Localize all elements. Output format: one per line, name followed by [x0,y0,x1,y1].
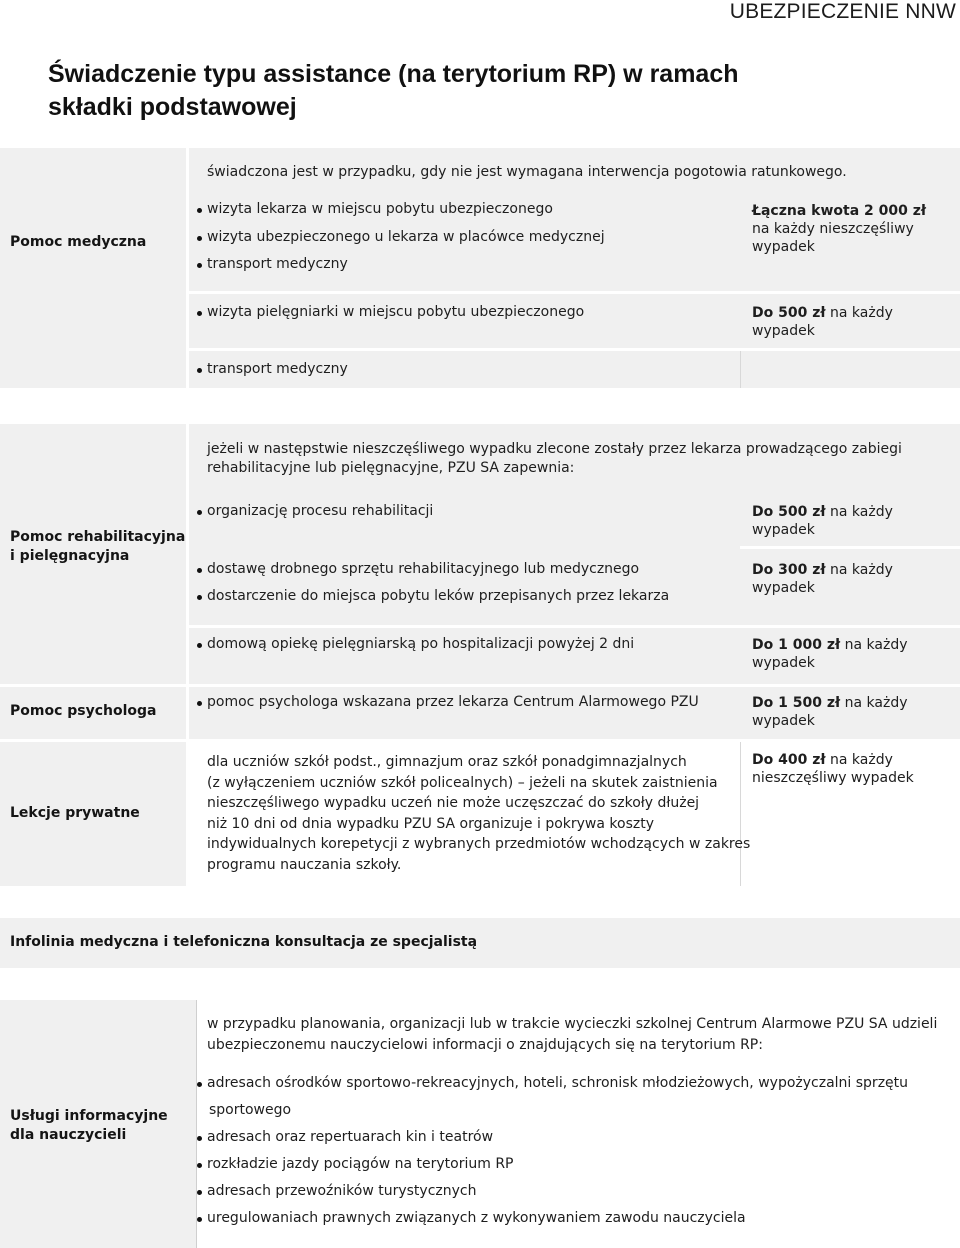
lessons-amount: Do 400 zł na każdy nieszczęśliwy wypadek [752,752,914,786]
list-item: pomoc psychologa wskazana przez lekarza Centrum Alarmowego PZU [197,693,699,712]
list-item: uregulowaniach prawnych związanych z wykonywaniem zawodu nauczyciela [197,1209,746,1228]
psych-label: Pomoc psychologa [10,703,157,719]
medical-label: Pomoc medyczna [10,234,147,250]
list-item: domową opiekę pielęgniarską po hospitalizacji powyżej 2 dni [197,635,634,654]
bullet-icon [197,1163,202,1168]
bullet-icon [197,510,202,515]
list-item: adresach oraz repertuarach kin i teatrów [197,1128,493,1147]
medical-amount-divider [740,351,741,388]
document-header: UBEZPIECZENIE NNW [729,0,956,23]
list-item: adresach przewoźników turystycznych [197,1182,476,1201]
lessons-label: Lekcje prywatne [10,805,140,821]
page-title-line-2: składki podstawowej [48,93,297,121]
teachers-intro: w przypadku planowania, organizacji lub w trakcie wycieczki szkolnej Centrum Alarmowe PZU SA udzieli ubezpieczonemu nauczycielowi informacji o znajdujących się na terytorium RP: [207,1016,938,1053]
infoline-title: Infolinia medyczna i telefoniczna konsultacja ze specjalistą [10,934,478,950]
rehab-amount-3: Do 1 000 zł na każdy wypadek [752,637,908,671]
medical-amount-2: Do 500 zł na każdy wypadek [752,305,893,339]
medical-amount-1: Łączna kwota 2 000 zł na każdy nieszczęśliwy wypadek [752,203,927,255]
list-item: organizację procesu rehabilitacji [197,502,433,521]
bullet-icon [197,263,202,268]
rehab-intro: jeżeli w następstwie nieszczęśliwego wypadku zlecone zostały przez lekarza prowadzącego zabiegi rehabilitacyjne lub pielęgnacyjne, PZU SA zapewnia: [207,441,902,476]
bullet-icon [197,236,202,241]
list-item: wizyta pielęgniarki w miejscu pobytu ubezpieczonego [197,303,584,322]
list-item: dostawę drobnego sprzętu rehabilitacyjnego lub medycznego [197,560,639,579]
bullet-icon [197,595,202,600]
bullet-icon [197,311,202,316]
list-item: adresach ośrodków sportowo-rekreacyjnych, hoteli, schronisk młodzieżowych, wypożyczalni sprzętu [197,1074,908,1093]
page-title-line-1: Świadczenie typu assistance (na terytorium RP) w ramach [48,60,739,88]
medical-intro: świadczona jest w przypadku, gdy nie jest wymagana interwencja pogotowia ratunkowego. [207,164,847,180]
bullet-icon [197,701,202,706]
teachers-label: Usługi informacyjne dla nauczycieli [10,1108,168,1143]
rehab-amount-2: Do 300 zł na każdy wypadek [752,562,893,596]
list-item-continuation: sportowego [209,1102,292,1118]
rehab-separator-2 [186,625,960,628]
list-item: wizyta ubezpieczonego u lekarza w placówce medycznej [197,228,605,247]
list-item: transport medyczny [197,360,348,379]
page-title [48,58,908,124]
medical-separator-1 [186,291,960,294]
list-item: transport medyczny [197,255,348,274]
medical-block [0,148,960,388]
bullet-icon [197,1082,202,1087]
bullet-icon [197,1217,202,1222]
bullet-icon [197,1136,202,1141]
rehab-label: Pomoc rehabilitacyjna i pielęgnacyjna [10,529,186,564]
rehab-col-divider [186,424,189,684]
medical-col-divider [186,148,189,388]
list-item: dostarczenie do miejsca pobytu leków przepisanych przez lekarza [197,587,669,606]
rehab-amount-1: Do 500 zł na każdy wypadek [752,504,893,538]
bullet-icon [197,368,202,373]
lessons-description: dla uczniów szkół podst., gimnazjum oraz szkół ponadgimnazjalnych (z wyłączeniem uczniów szkół policealnych) – jeżeli na skutek zaistnienia nieszczęśliwego wypadku uczeń nie może uczęszczać do szkoły dłużej niż 10 dni od dnia wypadku PZU SA organizuje i pokrywa koszty indywidualnych korepetycji z wybranych przedmiotów wchodzących w zakres programu nauczania szkoły. [207,754,751,873]
bullet-icon [197,643,202,648]
psych-amount: Do 1 500 zł na każdy wypadek [752,695,908,729]
bullet-icon [197,208,202,213]
rehab-separator-1 [740,546,960,549]
bullet-icon [197,1190,202,1195]
list-item: rozkładzie jazdy pociągów na terytorium RP [197,1155,514,1174]
bullet-icon [197,568,202,573]
medical-separator-2 [186,348,960,351]
list-item: wizyta lekarza w miejscu pobytu ubezpieczonego [197,200,553,219]
psych-col-divider [186,687,189,739]
